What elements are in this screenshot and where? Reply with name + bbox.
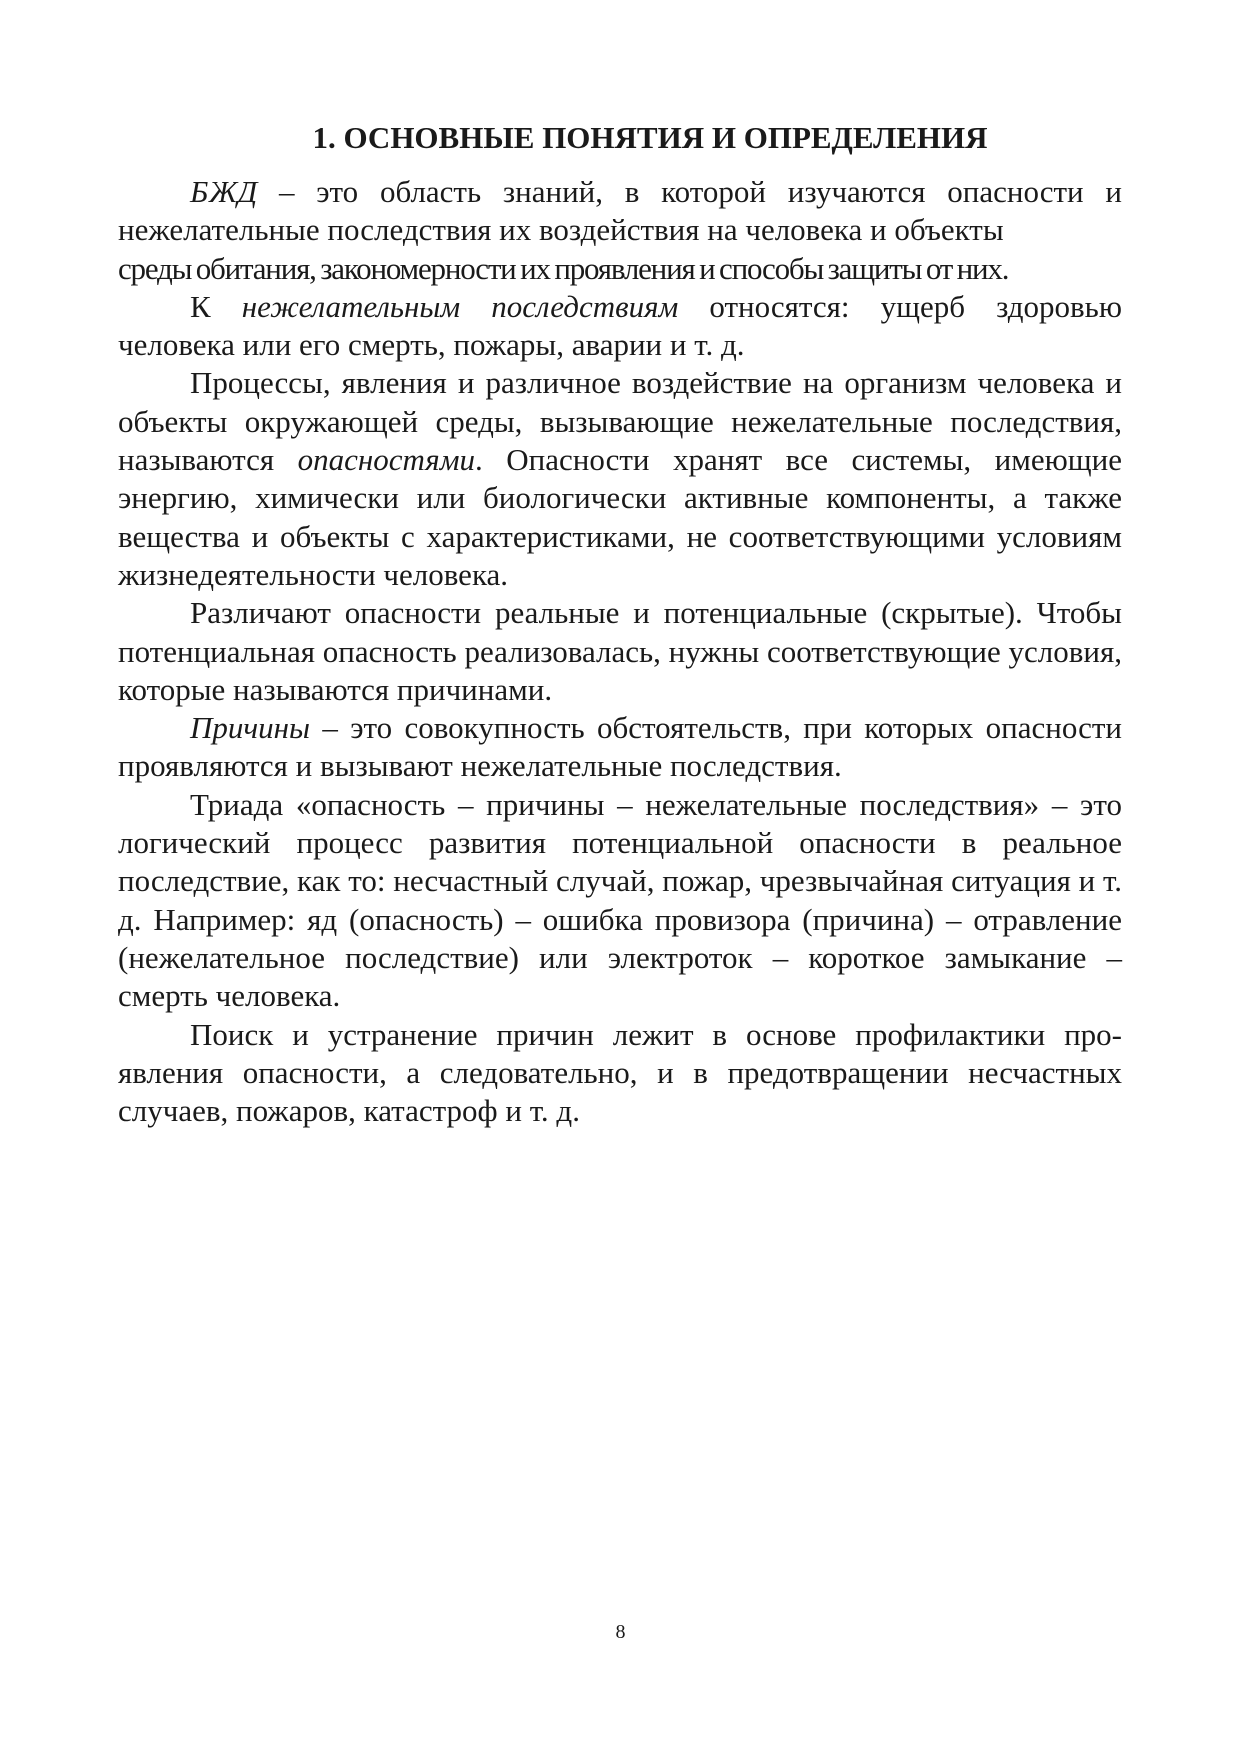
paragraph-lead: Процессы, явления и различное воздействие на организм человека и объекты окружающей среды, вызывающие нежелательные последствия, называются [118, 365, 1122, 478]
section-heading: 1. ОСНОВНЫЕ ПОНЯТИЯ И ОПРЕДЕЛЕНИЯ [312, 120, 988, 155]
paragraph-undesirable-consequences [118, 288, 1122, 365]
paragraph-causes [118, 709, 1122, 786]
body-text [118, 173, 1122, 1130]
paragraph-text: – это область знаний, в которой изучаются опасности и нежелательные последствия их воздействия на человека и объекты [118, 174, 1122, 248]
paragraph-text: Триада «опасность – причины – нежелательные последствия» – это логический процесс развития потенциальной опасности в реальное последствие, как то: несчастный случай, пожар, чрезвычайная ситуация и т. д. Например: яд (опасность) – ошибка провизора (причина) – отравление (нежелательное последствие) или электроток – короткое замыкание – смерть человека. [118, 786, 1122, 1014]
paragraph-text: – это совокупность обстоятельств, при которых опасности проявляются и вызывают нежелательные последствия. [118, 710, 1122, 784]
paragraph-definition-bzhd [118, 173, 1122, 250]
paragraph-hazards [118, 364, 1122, 594]
paragraph-text: . Опасности хранят все системы, имеющие энергию, химически или биологически активные компоненты, а также вещества и объекты с характеристиками, не соответствующими условиям жизнедеятельности человека. [118, 442, 1123, 592]
page-number: 8 [615, 1621, 626, 1643]
paragraph-lead: К [190, 288, 242, 324]
paragraph-prevention [118, 1016, 1122, 1131]
term-undesirable-consequences: нежелательным последствиям [241, 288, 679, 324]
paragraph-text: Различают опасности реальные и потенциальные (скрытые). Чтобы потенциальная опасность реализовалась, нужны соответствующие условия, которые называются причинами. [118, 595, 1122, 707]
term-bzhd: БЖД [190, 174, 258, 209]
paragraph-text: относятся: ущерб здоровью человека или его смерть, пожары, аварии и т. д. [118, 288, 1122, 363]
paragraph-text: среды обитания, закономерности их проявления и способы защиты от них. [118, 250, 1009, 286]
paragraph-definition-bzhd-continued [118, 250, 1122, 288]
term-causes: Причины [190, 710, 311, 746]
paragraph-text: Поиск и устранение причин лежит в основе профилактики проявления опасности, а следовательно, и в предотвращении несчастных случаев, пожаров, катастроф и т. д. [118, 1016, 1122, 1129]
paragraph-hazard-types [118, 594, 1122, 709]
term-hazards: опасностями [297, 442, 475, 478]
paragraph-triad [118, 786, 1122, 1016]
